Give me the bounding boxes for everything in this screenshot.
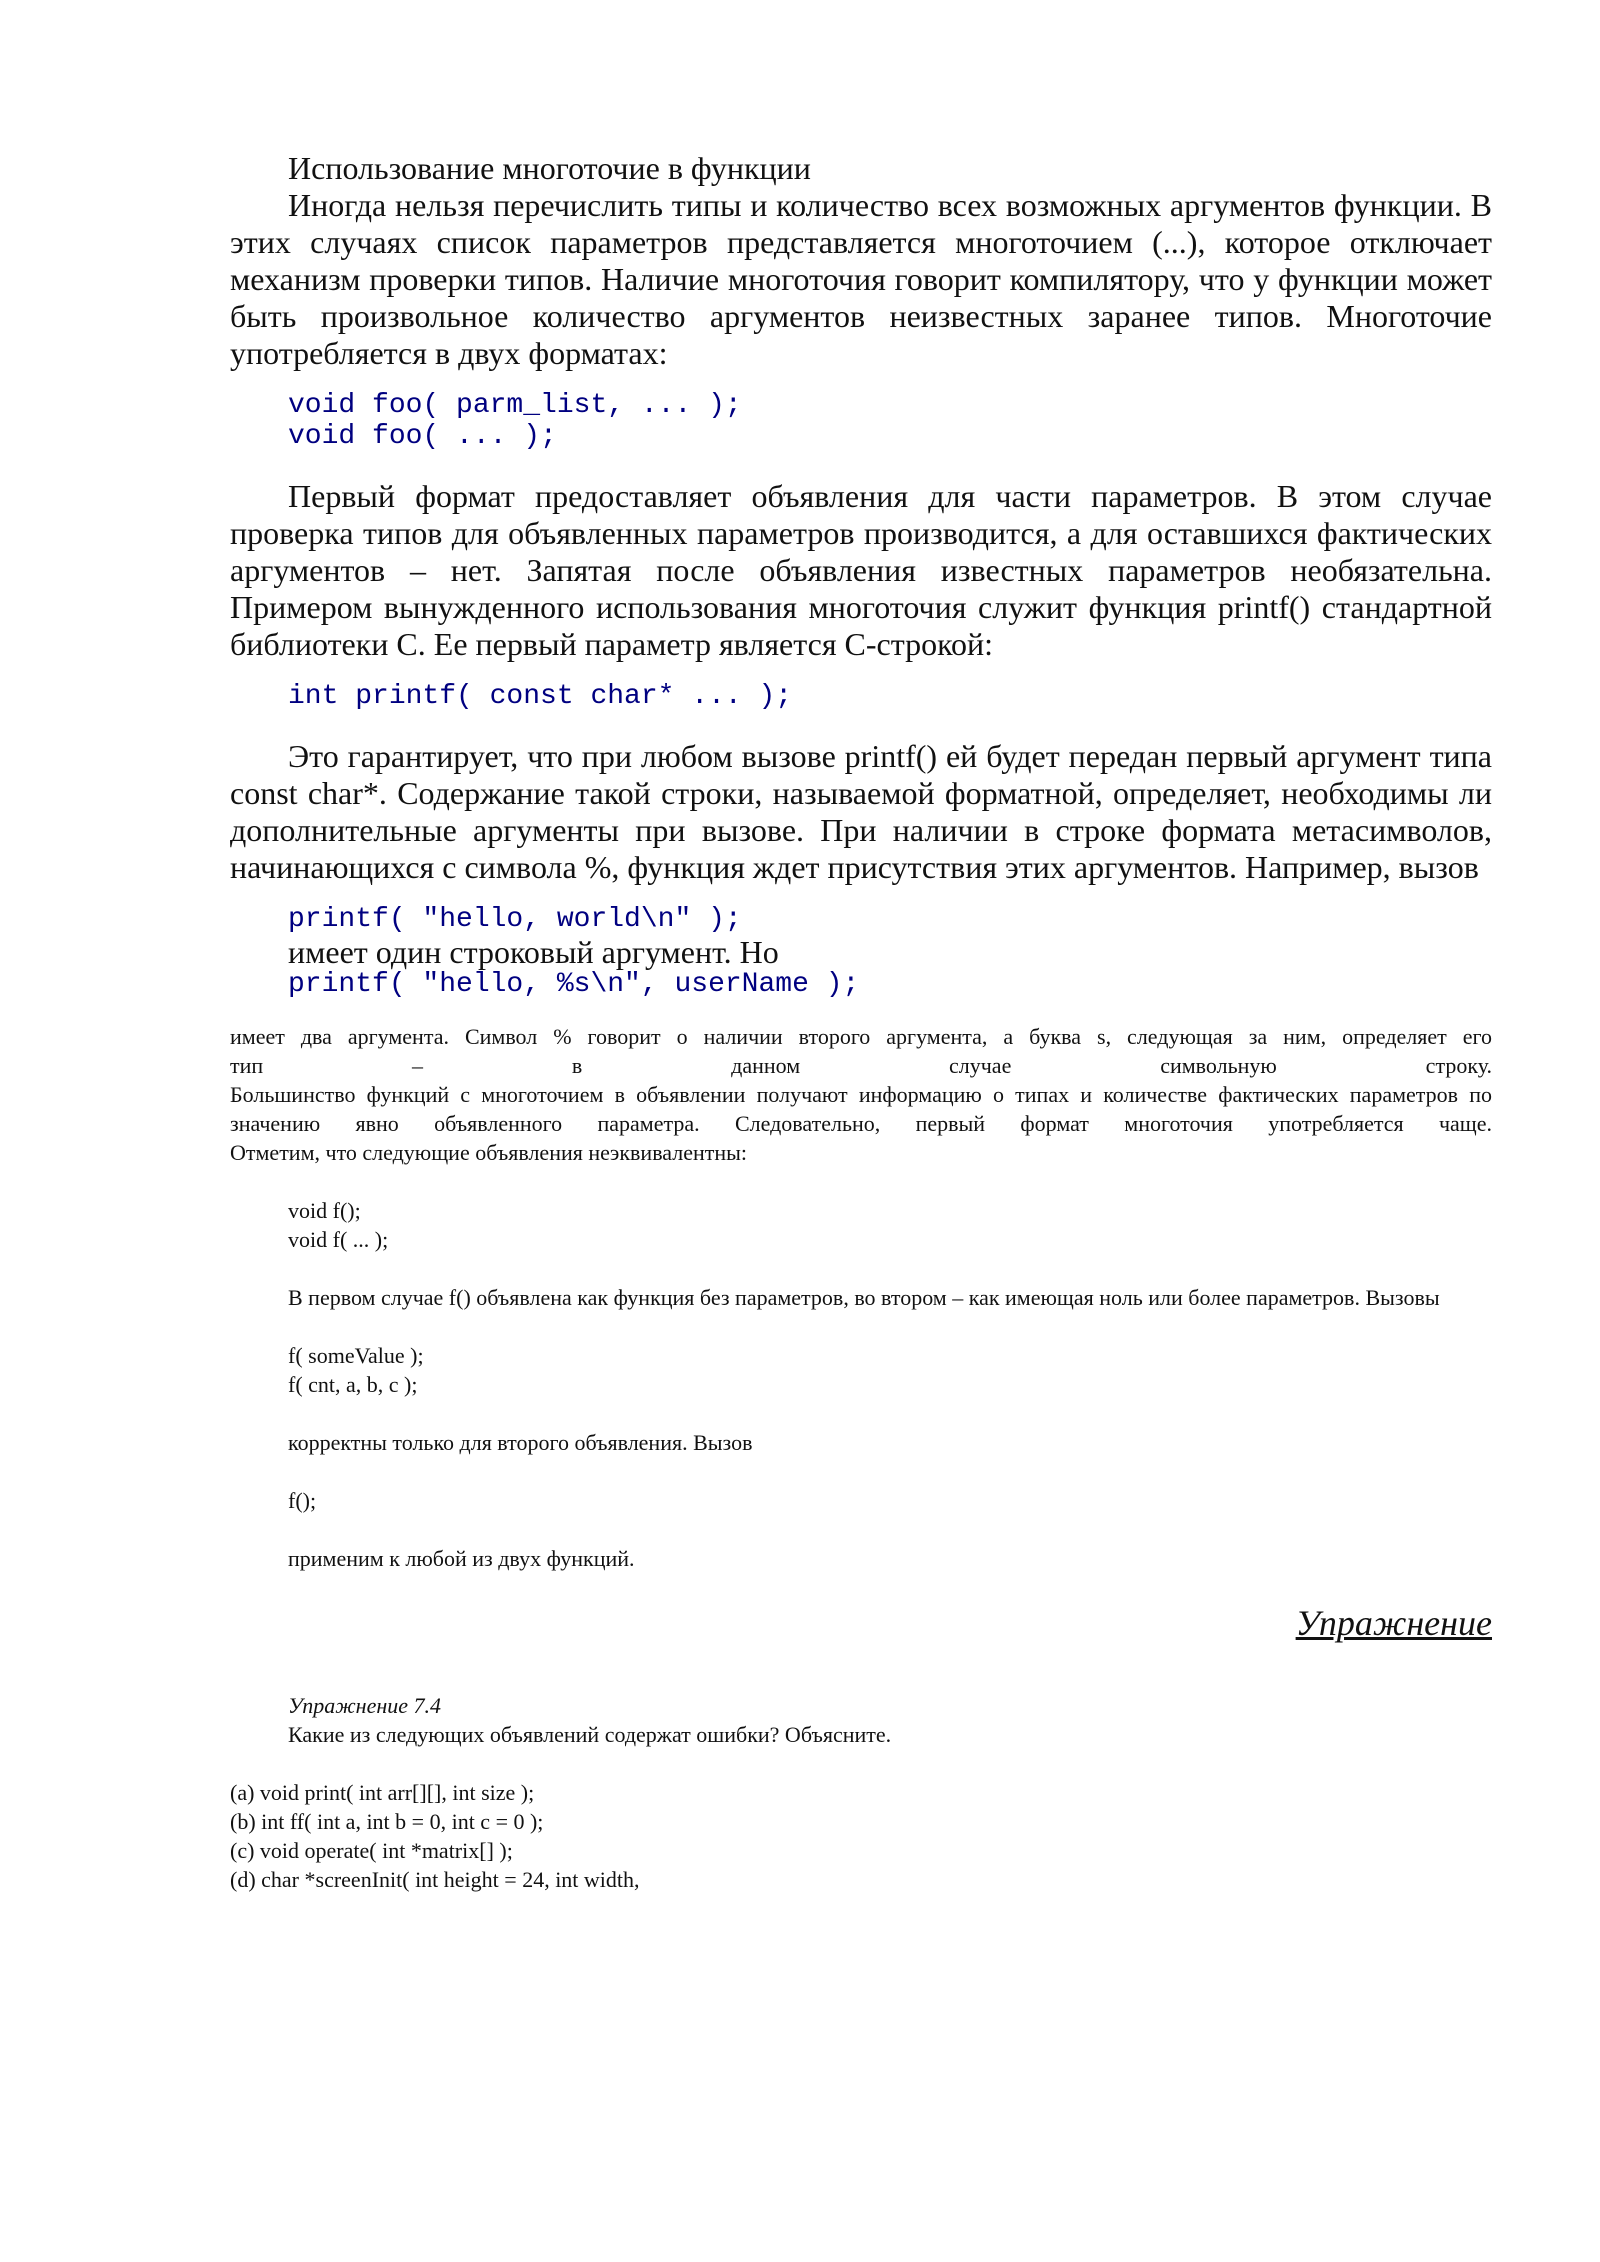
- small-paragraph: В первом случае f() объявлена как функция без параметров, во втором – как имеющая ноль или более параметров. Вызовы: [288, 1285, 1440, 1310]
- call-line: f( cnt, a, b, c );: [288, 1372, 418, 1397]
- code-line: void foo( parm_list, ... );: [288, 390, 742, 421]
- code-line: printf( "hello, world\n" );: [288, 904, 742, 935]
- declaration-line: void f();: [288, 1198, 361, 1223]
- mid-text: имеет один строковый аргумент. Но: [288, 934, 779, 970]
- call-line: f( someValue );: [288, 1343, 424, 1368]
- exercise-number: Упражнение 7.4: [288, 1693, 442, 1718]
- paragraph-intro: Иногда нельзя перечислить типы и количество всех возможных аргументов функции. В этих случаях список параметров представляется многоточием (...), которое отключает механизм проверки типов. Наличие многоточия говорит компилятору, что у функции может быть произвольное количество аргументов неизвестных заранее типов. Многоточие употребляется в двух форматах:: [230, 187, 1492, 371]
- exercise-item: (d) char *screenInit( int height = 24, int width,: [230, 1867, 640, 1892]
- call-line: f();: [288, 1488, 317, 1513]
- small-paragraph: корректны только для второго объявления. Вызов: [288, 1430, 753, 1455]
- code-line: printf( "hello, %s\n", userName );: [288, 969, 860, 1000]
- small-paragraph-line: тип – в данном случае символьную строку.: [230, 1053, 1492, 1078]
- small-paragraph-line: имеет два аргумента. Символ % говорит о наличии второго аргумента, а буква s, следующая за ним, определяет его: [230, 1024, 1492, 1049]
- code-line: void foo( ... );: [288, 421, 557, 452]
- small-paragraph: применим к любой из двух функций.: [288, 1546, 635, 1571]
- small-paragraph: Отметим, что следующие объявления неэквивалентны:: [230, 1140, 748, 1165]
- code-line: int printf( const char* ... );: [288, 681, 793, 712]
- declaration-line: void f( ... );: [288, 1227, 389, 1252]
- paragraph-guarantee: Это гарантирует, что при любом вызове printf() ей будет передан первый аргумент типа const char*. Содержание такой строки, называемой форматной, определяет, необходимы ли дополнительные аргументы при вызове. При наличии в строке формата метасимволов, начинающихся с символа %, функция ждет присутствия этих аргументов. Например, вызов: [230, 738, 1492, 885]
- exercise-item: (c) void operate( int *matrix[] );: [230, 1838, 513, 1863]
- paragraph-first-format: Первый формат предоставляет объявления для части параметров. В этом случае проверка типов для объявленных параметров производится, а для оставшихся фактических аргументов – нет. Запятая после объявления известных параметров необязательна. Примером вынужденного использования многоточия служит функция printf() стандартной библиотеки С. Ее первый параметр является C-строкой:: [230, 478, 1492, 662]
- exercise-question: Какие из следующих объявлений содержат ошибки? Объясните.: [288, 1722, 892, 1747]
- exercise-item: (a) void print( int arr[][], int size );: [230, 1780, 535, 1805]
- exercise-item: (b) int ff( int a, int b = 0, int c = 0 );: [230, 1809, 544, 1834]
- exercise-heading: Упражнение: [1295, 1603, 1492, 1643]
- section-title: Использование многоточие в функции: [288, 150, 811, 186]
- page-content: [230, 150, 1492, 1894]
- small-paragraph: Большинство функций с многоточием в объявлении получают информацию о типах и количестве фактических параметров по значению явно объявленного параметра. Следовательно, первый формат многоточия употребляется чаще.: [230, 1082, 1492, 1136]
